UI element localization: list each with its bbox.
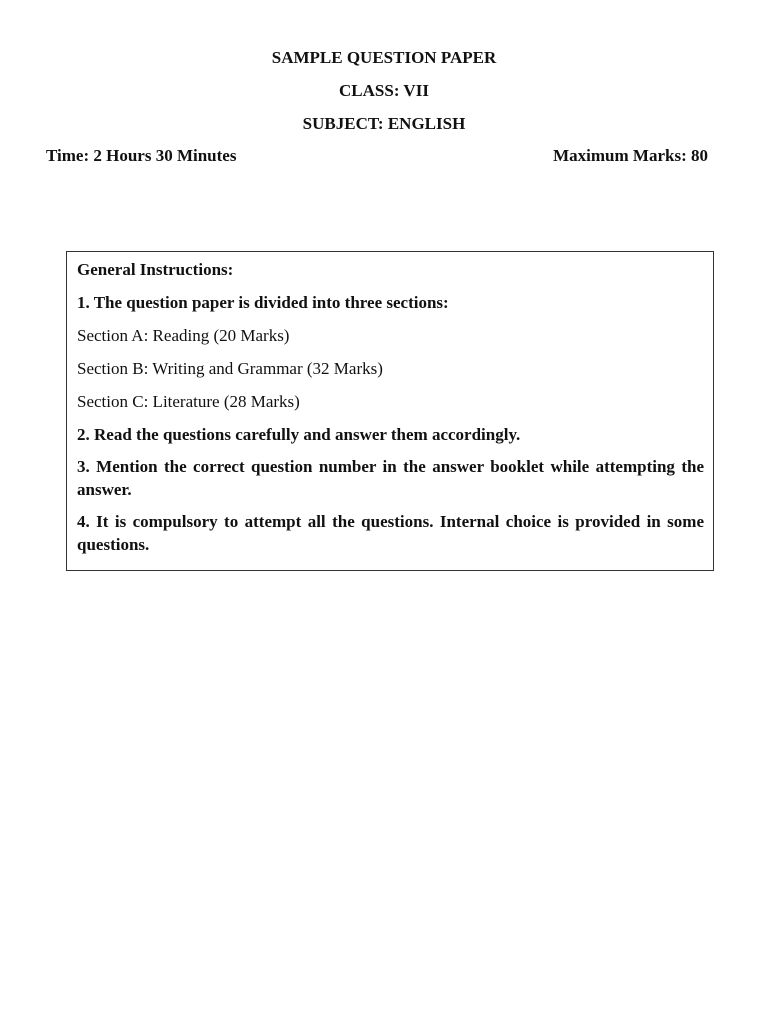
general-instructions-box bbox=[66, 251, 714, 571]
instruction-item-2: 2. Read the questions carefully and answer them accordingly. bbox=[77, 425, 521, 444]
instruction-item-3: 3. Mention the correct question number in the answer booklet while attempting the answer. bbox=[77, 457, 704, 499]
subject-label: SUBJECT: ENGLISH bbox=[302, 114, 466, 133]
section-a-label: Section A: Reading (20 Marks) bbox=[77, 326, 290, 345]
section-b-label: Section B: Writing and Grammar (32 Marks) bbox=[77, 359, 383, 378]
time-allowed: Time: 2 Hours 30 Minutes bbox=[46, 146, 237, 165]
instruction-item-1: 1. The question paper is divided into three sections: bbox=[77, 293, 449, 312]
instructions-heading: General Instructions: bbox=[77, 260, 234, 279]
instruction-item-4: 4. It is compulsory to attempt all the questions. Internal choice is provided in some questions. bbox=[77, 512, 704, 554]
maximum-marks: Maximum Marks: 80 bbox=[553, 146, 708, 165]
exam-meta-row bbox=[46, 146, 708, 166]
paper-title: SAMPLE QUESTION PAPER bbox=[271, 48, 497, 67]
class-label: CLASS: VII bbox=[339, 81, 429, 100]
section-c-label: Section C: Literature (28 Marks) bbox=[77, 392, 300, 411]
